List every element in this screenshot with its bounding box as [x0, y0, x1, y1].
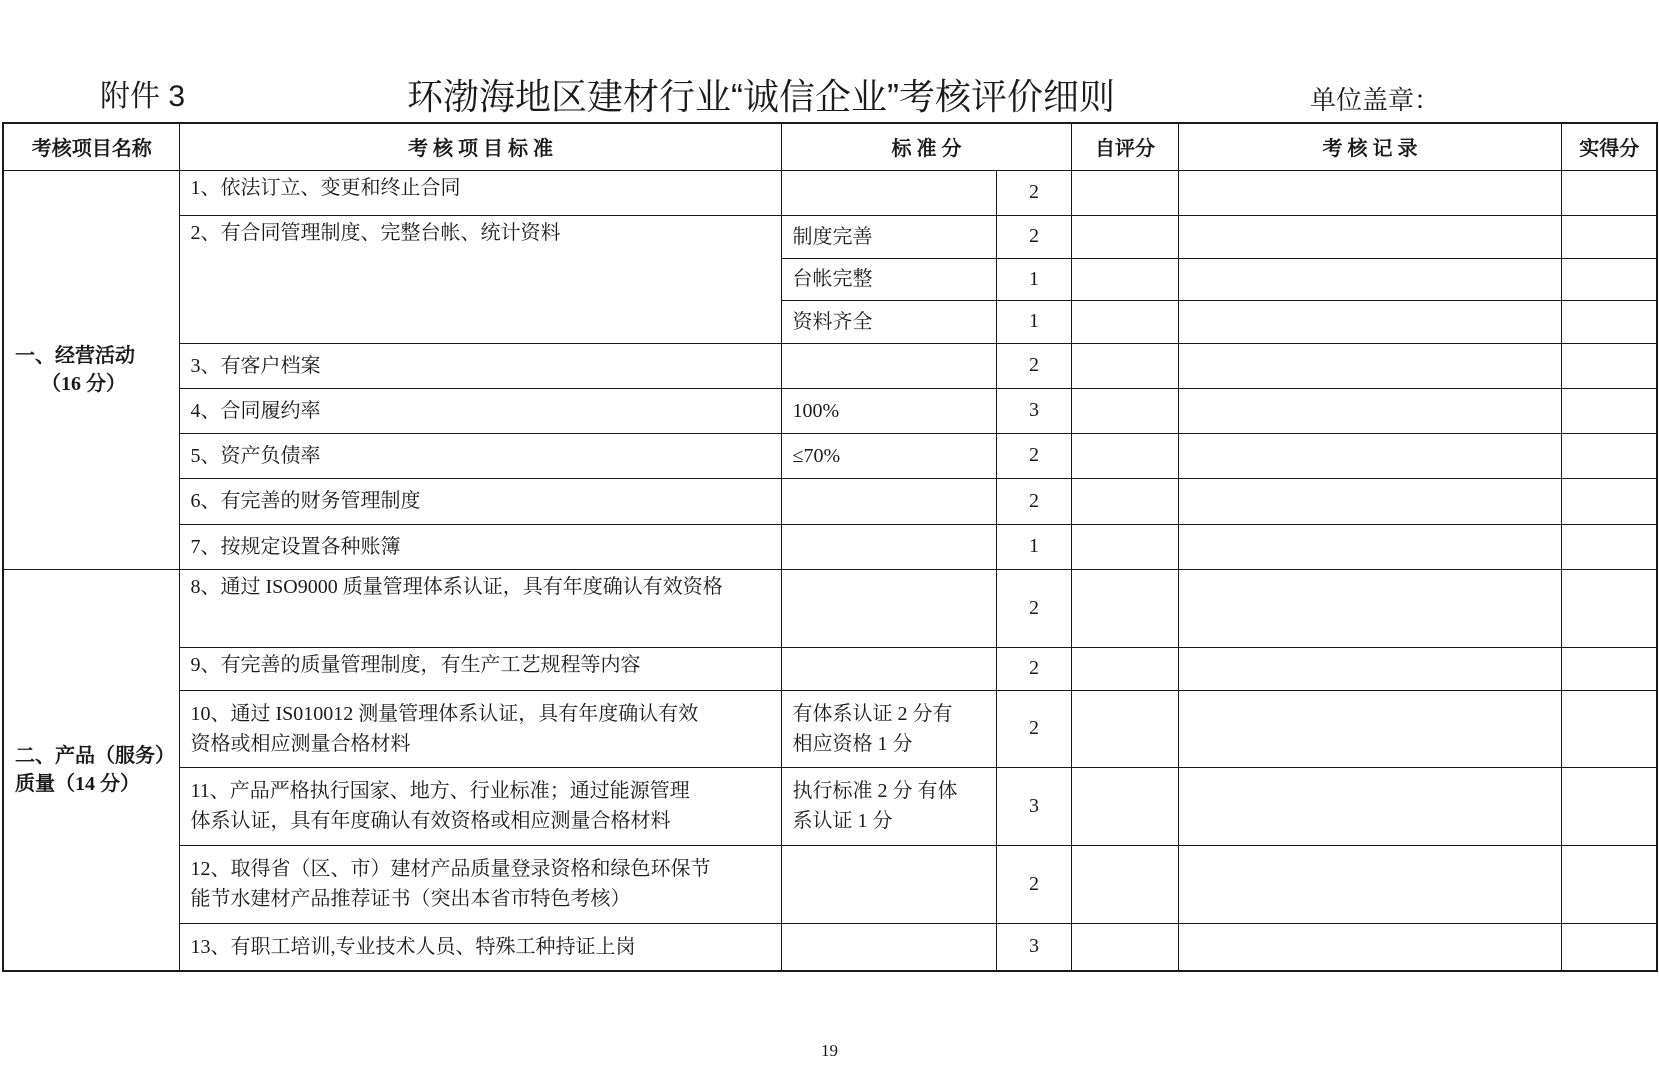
- record-cell: [1178, 845, 1561, 923]
- actual-score-cell: [1561, 388, 1657, 433]
- self-score-cell: [1071, 215, 1178, 258]
- table-row: [3, 170, 1657, 215]
- condition-text: [781, 343, 996, 388]
- record-cell: [1178, 258, 1561, 300]
- condition-line: 制度完善: [792, 225, 873, 248]
- item-line: 资格或相应测量合格材料: [190, 732, 411, 755]
- table-row: [3, 433, 1657, 478]
- self-score-cell: [1071, 478, 1178, 524]
- column-header-self-score: 自评分: [1071, 123, 1178, 170]
- condition-line: 执行标准 2 分 有体: [792, 780, 958, 802]
- standard-score: 2: [996, 215, 1071, 258]
- condition-line: 有体系认证 2 分有: [792, 702, 953, 725]
- condition-line: 资料齐全: [792, 310, 873, 333]
- self-score-cell: [1071, 300, 1178, 343]
- section-label-line: 二、产品（服务）: [15, 744, 175, 767]
- table-row: [3, 923, 1657, 971]
- condition-text: [781, 478, 996, 524]
- item-line: 7、按规定设置各种账簿: [190, 535, 401, 558]
- item-line: 4、合同履约率: [190, 399, 321, 422]
- self-score-cell: [1071, 170, 1178, 215]
- item-text: [179, 767, 781, 845]
- self-score-cell: [1071, 845, 1178, 923]
- table-header-row: [3, 123, 1657, 170]
- self-score-cell: [1071, 647, 1178, 690]
- condition-line: 台帐完整: [792, 268, 873, 290]
- table-row: [3, 569, 1657, 647]
- document-title: 环渤海地区建材行业“诚信企业”考核评价细则: [407, 76, 1115, 117]
- standard-score: 2: [996, 690, 1071, 767]
- item-line: 2、有合同管理制度、完整台帐、统计资料: [190, 221, 561, 244]
- record-cell: [1178, 433, 1561, 478]
- actual-score-cell: [1561, 569, 1657, 647]
- condition-text: [781, 433, 996, 478]
- item-text: [179, 478, 781, 524]
- condition-text: [781, 569, 996, 647]
- self-score-cell: [1071, 767, 1178, 845]
- item-line: 8、通过 ISO9000 质量管理体系认证，具有年度确认有效资格: [190, 575, 723, 598]
- condition-text: [781, 258, 996, 300]
- item-line: 10、通过 IS010012 测量管理体系认证，具有年度确认有效: [190, 702, 699, 725]
- condition-line: 相应资格 1 分: [792, 732, 913, 755]
- actual-score-cell: [1561, 767, 1657, 845]
- standard-score: 2: [996, 433, 1071, 478]
- self-score-cell: [1071, 923, 1178, 971]
- condition-text: [781, 215, 996, 258]
- column-header-actual-score: 实得分: [1561, 123, 1657, 170]
- actual-score-cell: [1561, 343, 1657, 388]
- record-cell: [1178, 170, 1561, 215]
- actual-score-cell: [1561, 170, 1657, 215]
- condition-text: [781, 647, 996, 690]
- item-text: [179, 343, 781, 388]
- table-row: [3, 690, 1657, 767]
- section-label-product-quality: [3, 569, 179, 971]
- standard-score: 2: [996, 845, 1071, 923]
- condition-text: [781, 767, 996, 845]
- column-header-record: 考 核 记 录: [1178, 123, 1561, 170]
- evaluation-table: [2, 122, 1658, 972]
- record-cell: [1178, 690, 1561, 767]
- record-cell: [1178, 388, 1561, 433]
- actual-score-cell: [1561, 923, 1657, 971]
- table-row: [3, 388, 1657, 433]
- item-line: 能节水建材产品推荐证书（突出本省市特色考核）: [190, 888, 631, 910]
- standard-score: 2: [996, 170, 1071, 215]
- column-header-score: 标 准 分: [781, 123, 1071, 170]
- actual-score-cell: [1561, 690, 1657, 767]
- table-row: [3, 524, 1657, 569]
- item-line: 6、有完善的财务管理制度: [190, 490, 421, 512]
- actual-score-cell: [1561, 524, 1657, 569]
- standard-score: 1: [996, 300, 1071, 343]
- standard-score: 2: [996, 647, 1071, 690]
- condition-text: [781, 690, 996, 767]
- condition-text: [781, 388, 996, 433]
- page-number: 19: [821, 1041, 838, 1060]
- self-score-cell: [1071, 343, 1178, 388]
- section-label-points: 质量（14 分）: [15, 772, 140, 795]
- item-line: 3、有客户档案: [190, 354, 321, 377]
- table-row: [3, 215, 1657, 258]
- standard-score: 1: [996, 258, 1071, 300]
- actual-score-cell: [1561, 300, 1657, 343]
- record-cell: [1178, 647, 1561, 690]
- self-score-cell: [1071, 569, 1178, 647]
- record-cell: [1178, 569, 1561, 647]
- item-text: [179, 569, 781, 647]
- condition-text: [781, 845, 996, 923]
- standard-score: 2: [996, 478, 1071, 524]
- item-text: [179, 690, 781, 767]
- table-row: [3, 845, 1657, 923]
- actual-score-cell: [1561, 647, 1657, 690]
- section-label-points: （16 分）: [41, 372, 126, 395]
- item-text: [179, 647, 781, 690]
- item-text: [179, 524, 781, 569]
- item-line: 1、依法订立、变更和终止合同: [190, 176, 461, 199]
- self-score-cell: [1071, 258, 1178, 300]
- item-line: 5、资产负债率: [190, 444, 321, 467]
- section-label-line: 一、经营活动: [15, 344, 135, 367]
- condition-line: ≤70%: [792, 444, 841, 467]
- standard-score: 2: [996, 343, 1071, 388]
- record-cell: [1178, 343, 1561, 388]
- condition-line: 100%: [792, 399, 840, 422]
- table-row: [3, 478, 1657, 524]
- item-text: [179, 170, 781, 215]
- item-text: [179, 923, 781, 971]
- record-cell: [1178, 524, 1561, 569]
- unit-seal-label: 单位盖章：: [1310, 85, 1441, 115]
- standard-score: 3: [996, 388, 1071, 433]
- item-line: 9、有完善的质量管理制度，有生产工艺规程等内容: [190, 653, 641, 676]
- item-line: 13、有职工培训,专业技术人员、特殊工种持证上岗: [190, 935, 636, 958]
- item-line: 12、取得省（区、市）建材产品质量登录资格和绿色环保节: [190, 858, 711, 880]
- standard-score: 1: [996, 524, 1071, 569]
- table-row: [3, 767, 1657, 845]
- condition-line: 系认证 1 分: [792, 810, 893, 832]
- actual-score-cell: [1561, 258, 1657, 300]
- record-cell: [1178, 923, 1561, 971]
- column-header-category: 考核项目名称: [3, 123, 179, 170]
- standard-score: 3: [996, 923, 1071, 971]
- section-label-business: [3, 170, 179, 569]
- self-score-cell: [1071, 388, 1178, 433]
- self-score-cell: [1071, 433, 1178, 478]
- actual-score-cell: [1561, 478, 1657, 524]
- item-text: [179, 388, 781, 433]
- condition-text: [781, 923, 996, 971]
- item-text: [179, 433, 781, 478]
- table-row: [3, 647, 1657, 690]
- self-score-cell: [1071, 524, 1178, 569]
- record-cell: [1178, 767, 1561, 845]
- condition-text: [781, 300, 996, 343]
- item-line: 11、产品严格执行国家、地方、行业标准；通过能源管理: [190, 780, 690, 802]
- standard-score: 3: [996, 767, 1071, 845]
- actual-score-cell: [1561, 845, 1657, 923]
- column-header-standard: 考 核 项 目 标 准: [179, 123, 781, 170]
- item-line: 体系认证，具有年度确认有效资格或相应测量合格材料: [190, 810, 671, 832]
- actual-score-cell: [1561, 433, 1657, 478]
- record-cell: [1178, 215, 1561, 258]
- item-text: [179, 215, 781, 343]
- self-score-cell: [1071, 690, 1178, 767]
- record-cell: [1178, 478, 1561, 524]
- record-cell: [1178, 300, 1561, 343]
- table-row: [3, 343, 1657, 388]
- attachment-label: 附件 3: [100, 80, 186, 113]
- actual-score-cell: [1561, 215, 1657, 258]
- condition-text: [781, 524, 996, 569]
- standard-score: 2: [996, 569, 1071, 647]
- item-text: [179, 845, 781, 923]
- condition-text: [781, 170, 996, 215]
